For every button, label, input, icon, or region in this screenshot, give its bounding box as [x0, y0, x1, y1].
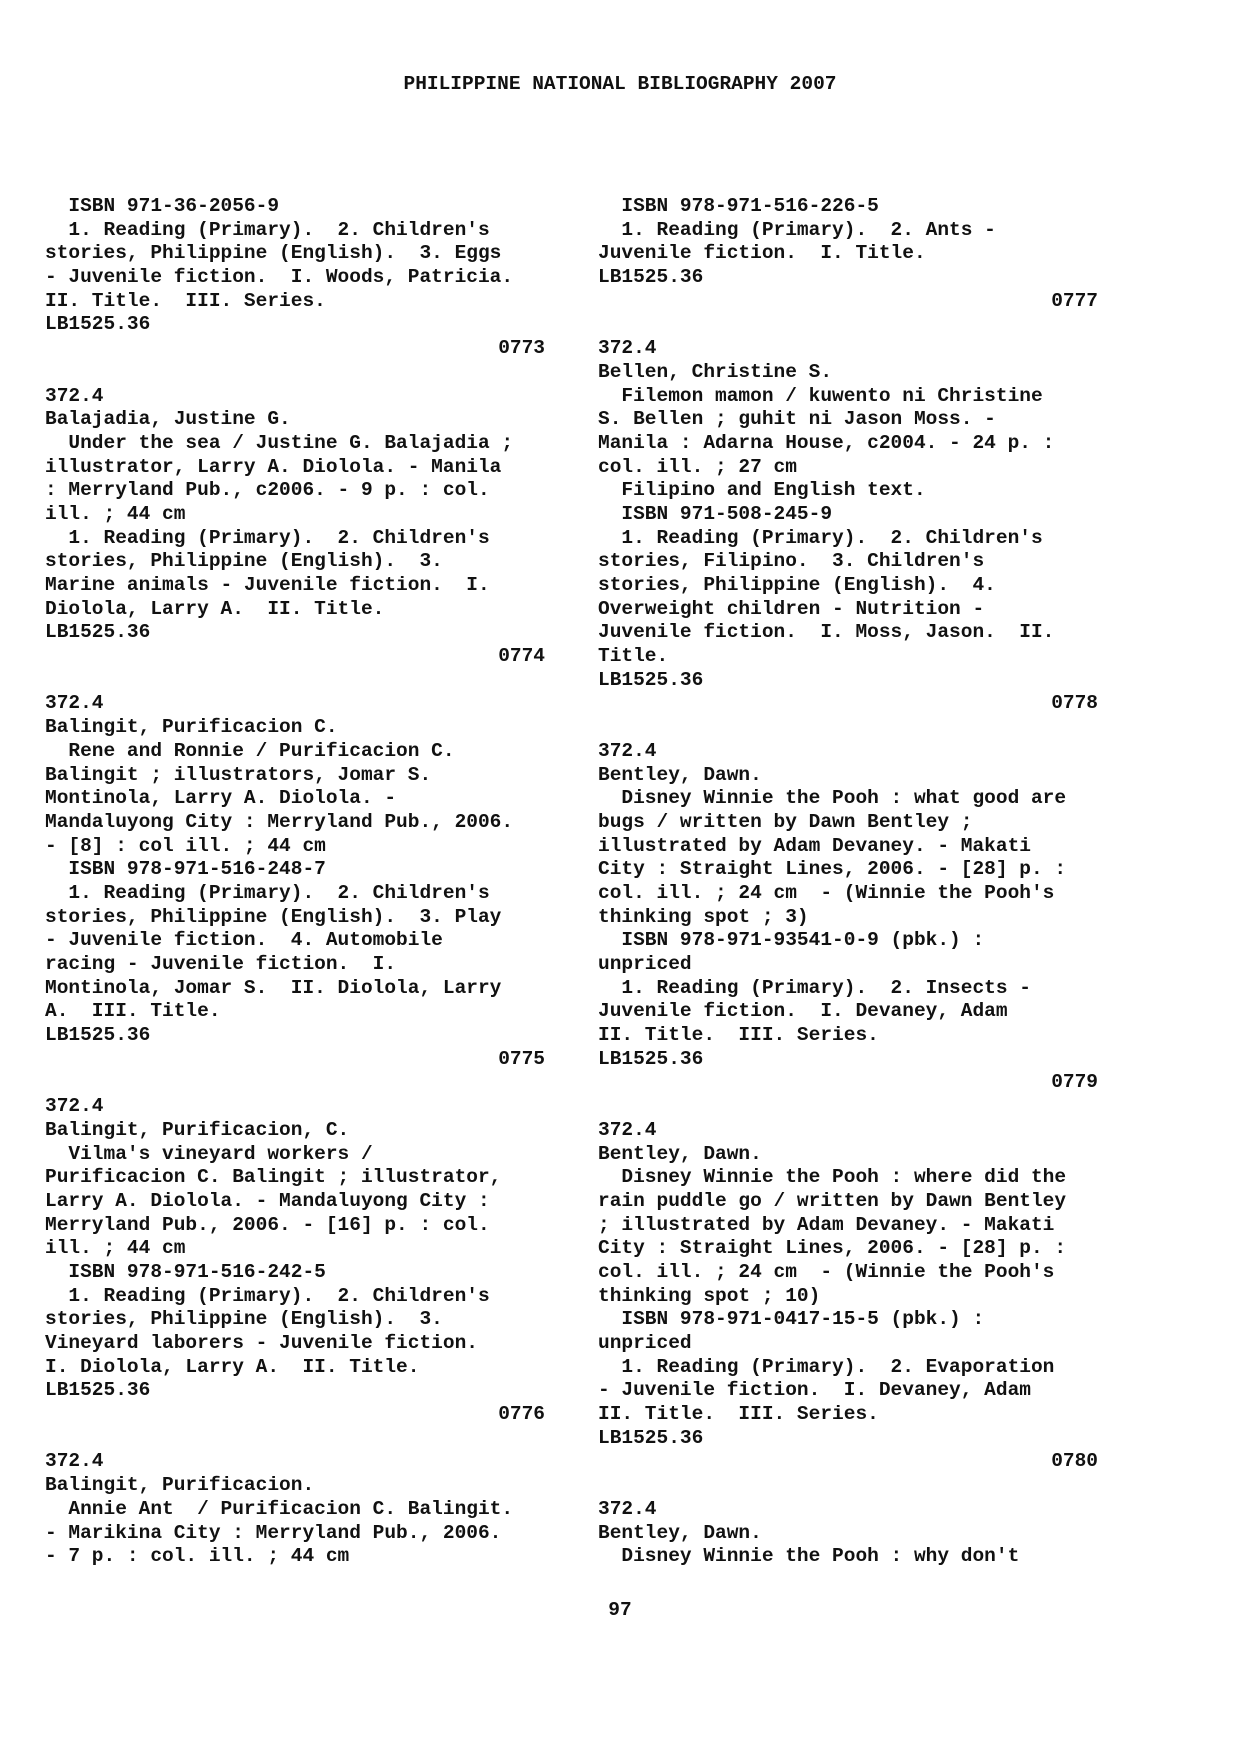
blank-line	[45, 1071, 545, 1095]
catalog-line: ISBN 978-971-0417-15-5 (pbk.) :	[598, 1308, 985, 1331]
catalog-line: - Juvenile fiction. I. Woods, Patricia.	[45, 266, 514, 289]
blank-line	[45, 1427, 545, 1451]
catalog-line: Mandaluyong City : Merryland Pub., 2006.	[45, 810, 514, 833]
catalog-line: - 7 p. : col. ill. ; 44 cm	[45, 1545, 350, 1568]
entry-number: 0777	[1051, 289, 1098, 312]
catalog-line: - [8] : col ill. ; 44 cm	[45, 834, 326, 857]
entry-number: 0780	[1051, 1450, 1098, 1473]
catalog-line: 1. Reading (Primary). 2. Children's	[45, 1284, 490, 1307]
catalog-line: LB1525.36	[45, 313, 151, 336]
catalog-line: - Juvenile fiction. I. Devaney, Adam	[598, 1379, 1031, 1402]
catalog-line: Purificacion C. Balingit ; illustrator,	[45, 1166, 502, 1189]
catalog-line: City : Straight Lines, 2006. - [28] p. :	[598, 1237, 1067, 1260]
catalog-line: col. ill. ; 24 cm - (Winnie the Pooh's	[598, 881, 1055, 904]
catalog-line: Juvenile fiction. I. Devaney, Adam	[598, 1000, 1008, 1023]
catalog-line: Larry A. Diolola. - Mandaluyong City :	[45, 1189, 490, 1212]
catalog-line: LB1525.36	[598, 266, 704, 289]
catalog-line: Montinola, Jomar S. II. Diolola, Larry	[45, 976, 502, 999]
catalog-line: Manila : Adarna House, c2004. - 24 p. :	[598, 431, 1055, 454]
catalog-line: ISBN 978-971-93541-0-9 (pbk.) :	[598, 929, 985, 952]
blank-line	[45, 361, 545, 385]
catalog-line: Annie Ant / Purificacion C. Balingit.	[45, 1497, 514, 1520]
catalog-line: rain puddle go / written by Dawn Bentley	[598, 1189, 1067, 1212]
catalog-line: 372.4	[45, 692, 104, 715]
blank-line	[598, 1095, 1098, 1119]
catalog-line: LB1525.36	[45, 1024, 151, 1047]
catalog-line: Balingit, Purificacion C.	[45, 716, 338, 739]
catalog-line: Bentley, Dawn.	[598, 763, 762, 786]
entry-number: 0773	[498, 337, 545, 360]
catalog-line: Marine animals - Juvenile fiction. I.	[45, 574, 490, 596]
catalog-line: Balingit, Purificacion.	[45, 1474, 315, 1497]
catalog-line: Diolola, Larry A. II. Title.	[45, 597, 385, 620]
catalog-line: racing - Juvenile fiction. I.	[45, 953, 397, 975]
catalog-line: Under the sea / Justine G. Balajadia ;	[45, 431, 514, 454]
catalog-line: Title.	[598, 645, 669, 668]
catalog-line: Balajadia, Justine G.	[45, 408, 291, 431]
catalog-line: LB1525.36	[598, 668, 704, 691]
right-column	[598, 195, 1098, 1569]
catalog-line: stories, Philippine (English). 3.	[45, 550, 443, 573]
catalog-line: ISBN 971-508-245-9	[598, 502, 833, 525]
catalog-line: 1. Reading (Primary). 2. Evaporation	[598, 1355, 1055, 1378]
catalog-line: Bentley, Dawn.	[598, 1142, 762, 1165]
catalog-line: LB1525.36	[45, 1379, 151, 1402]
catalog-line: LB1525.36	[45, 621, 151, 644]
entry-number: 0776	[498, 1403, 545, 1426]
catalog-line: Vineyard laborers - Juvenile fiction.	[45, 1332, 478, 1354]
catalog-line: Juvenile fiction. I. Title.	[598, 242, 926, 265]
catalog-line: 372.4	[598, 1118, 657, 1141]
catalog-line: unpriced	[598, 1332, 692, 1354]
catalog-line: ; illustrated by Adam Devaney. - Makati	[598, 1213, 1055, 1236]
catalog-line: 372.4	[598, 739, 657, 762]
catalog-line: 372.4	[45, 384, 104, 407]
catalog-line: 372.4	[45, 1450, 104, 1473]
entry-number: 0774	[498, 645, 545, 668]
catalog-line: ISBN 978-971-516-242-5	[45, 1260, 326, 1283]
catalog-line: Juvenile fiction. I. Moss, Jason. II.	[598, 621, 1055, 644]
catalog-line: Merryland Pub., 2006. - [16] p. : col.	[45, 1213, 490, 1236]
blank-line	[45, 669, 545, 693]
catalog-line: 1. Reading (Primary). 2. Children's	[598, 526, 1043, 549]
catalog-line: stories, Philippine (English). 3. Eggs	[45, 242, 502, 265]
catalog-line: Filipino and English text.	[598, 479, 926, 502]
catalog-line: LB1525.36	[598, 1047, 704, 1070]
catalog-line: unpriced	[598, 953, 692, 975]
catalog-line: : Merryland Pub., c2006. - 9 p. : col.	[45, 479, 490, 502]
page-number: 97	[608, 1599, 632, 1621]
left-column	[45, 195, 545, 1569]
catalog-line: II. Title. III. Series.	[598, 1403, 879, 1426]
catalog-line: ISBN 978-971-516-226-5	[598, 195, 879, 217]
entry-number: 0779	[1051, 1071, 1098, 1094]
catalog-line: I. Diolola, Larry A. II. Title.	[45, 1355, 420, 1378]
catalog-line: 1. Reading (Primary). 2. Ants -	[598, 218, 996, 241]
page-header: PHILIPPINE NATIONAL BIBLIOGRAPHY 2007	[403, 73, 837, 95]
catalog-line: Montinola, Larry A. Diolola. -	[45, 787, 397, 810]
catalog-line: 1. Reading (Primary). 2. Children's	[45, 526, 490, 549]
catalog-line: stories, Philippine (English). 3. Play	[45, 905, 502, 928]
catalog-line: Bentley, Dawn.	[598, 1521, 762, 1544]
catalog-line: LB1525.36	[598, 1426, 704, 1449]
catalog-line: thinking spot ; 3)	[598, 905, 809, 928]
blank-line	[598, 1474, 1098, 1498]
catalog-line: col. ill. ; 24 cm - (Winnie the Pooh's	[598, 1260, 1055, 1283]
catalog-line: stories, Philippine (English). 3.	[45, 1308, 443, 1331]
catalog-line: S. Bellen ; guhit ni Jason Moss. -	[598, 408, 996, 431]
catalog-line: thinking spot ; 10)	[598, 1284, 821, 1307]
entry-number: 0775	[498, 1047, 545, 1070]
catalog-line: Disney Winnie the Pooh : why don't	[598, 1545, 1020, 1568]
catalog-line: 372.4	[598, 1497, 657, 1520]
catalog-line: II. Title. III. Series.	[45, 289, 326, 312]
blank-line	[598, 313, 1098, 337]
catalog-line: stories, Filipino. 3. Children's	[598, 550, 985, 573]
catalog-line: 372.4	[598, 337, 657, 360]
catalog-line: ill. ; 44 cm	[45, 1237, 186, 1260]
catalog-line: - Juvenile fiction. 4. Automobile	[45, 929, 443, 952]
catalog-line: 372.4	[45, 1095, 104, 1118]
blank-line	[598, 716, 1098, 740]
catalog-line: - Marikina City : Merryland Pub., 2006.	[45, 1521, 502, 1544]
catalog-line: ill. ; 44 cm	[45, 502, 186, 525]
catalog-line: Bellen, Christine S.	[598, 360, 833, 383]
catalog-line: ISBN 971-36-2056-9	[45, 195, 280, 217]
catalog-line: Filemon mamon / kuwento ni Christine	[598, 384, 1043, 407]
catalog-line: bugs / written by Dawn Bentley ;	[598, 810, 973, 833]
catalog-line: 1. Reading (Primary). 2. Children's	[45, 881, 490, 904]
catalog-line: stories, Philippine (English). 4.	[598, 574, 996, 596]
catalog-line: City : Straight Lines, 2006. - [28] p. :	[598, 858, 1067, 881]
catalog-line: 1. Reading (Primary). 2. Insects -	[598, 976, 1031, 999]
catalog-line: Overweight children - Nutrition -	[598, 597, 985, 620]
catalog-line: Rene and Ronnie / Purificacion C.	[45, 739, 455, 762]
catalog-line: A. III. Title.	[45, 1000, 221, 1023]
catalog-line: II. Title. III. Series.	[598, 1024, 879, 1047]
entry-number: 0778	[1051, 692, 1098, 715]
catalog-line: Vilma's vineyard workers /	[45, 1142, 373, 1165]
catalog-line: Disney Winnie the Pooh : where did the	[598, 1166, 1067, 1189]
catalog-line: col. ill. ; 27 cm	[598, 455, 797, 478]
catalog-line: Disney Winnie the Pooh : what good are	[598, 787, 1067, 810]
catalog-line: illustrator, Larry A. Diolola. - Manila	[45, 455, 502, 478]
catalog-line: illustrated by Adam Devaney. - Makati	[598, 834, 1031, 857]
catalog-line: ISBN 978-971-516-248-7	[45, 858, 326, 881]
catalog-line: Balingit ; illustrators, Jomar S.	[45, 763, 432, 786]
catalog-line: Balingit, Purificacion, C.	[45, 1118, 350, 1141]
catalog-line: 1. Reading (Primary). 2. Children's	[45, 218, 490, 241]
